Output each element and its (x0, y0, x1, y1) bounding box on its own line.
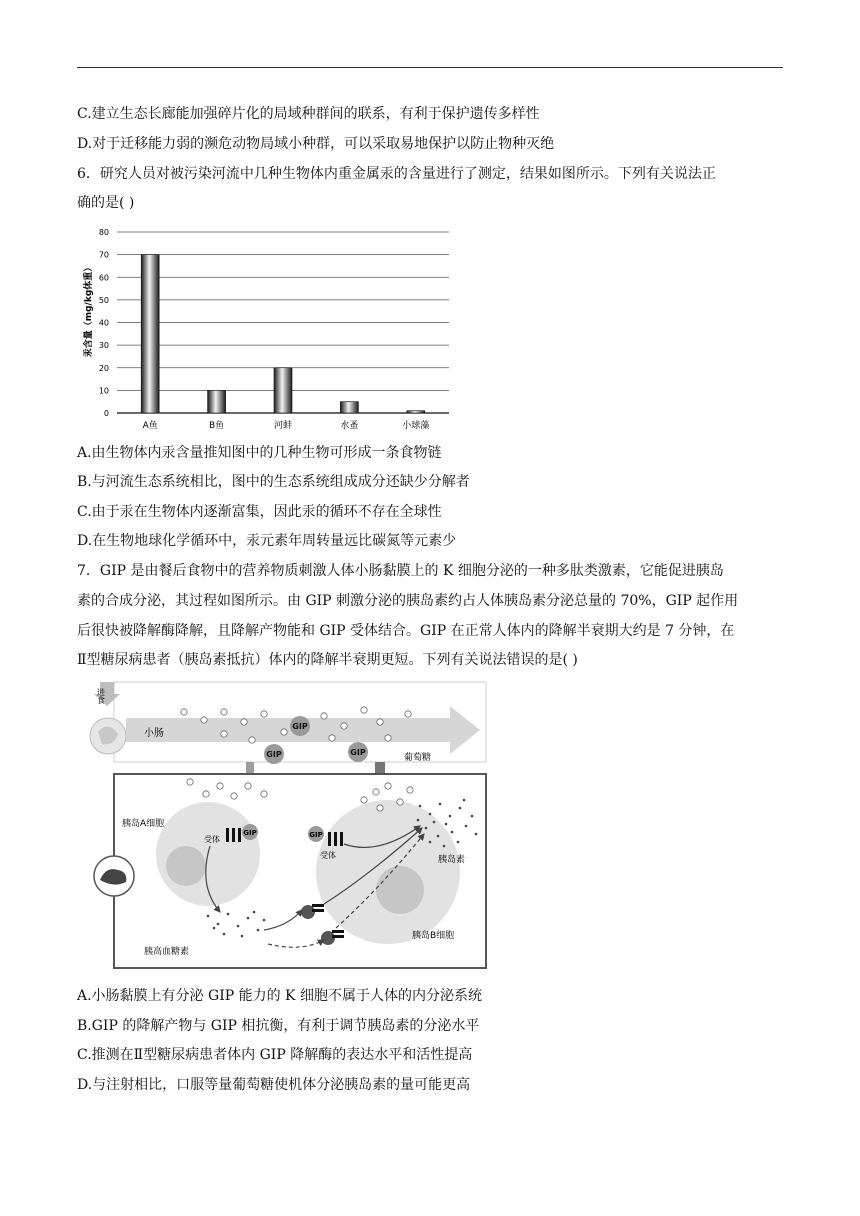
q7-option-a: A.小肠黏膜上有分泌 GIP 能力的 K 细胞不属于人体的内分泌系统 (77, 988, 482, 1004)
q7-option-c: C.推测在Ⅱ型糖尿病患者体内 GIP 降解酶的表达水平和活性提高 (77, 1047, 473, 1063)
q6-option-a: A.由生物体内汞含量推知图中的几种生物可形成一条食物链 (77, 445, 442, 461)
mercury-bar-chart (77, 222, 457, 440)
header-rule (77, 67, 783, 68)
chart-y-tick-label: 80 (98, 228, 109, 237)
chart-y-ticks (99, 228, 109, 418)
q6-stem-line2: 确的是( ) (77, 195, 135, 211)
gip-label-1: GIP (292, 722, 308, 731)
insulin-label: 胰岛素 (438, 855, 466, 865)
q6-stem-line1: 6．研究人员对被污染河流中几种生物体内重金属汞的含量进行了测定，结果如图所示。下列有关说法正 (77, 166, 716, 182)
beta-receptor-label: 受体 (320, 851, 336, 860)
q7-stem-line4: Ⅱ型糖尿病患者（胰岛素抵抗）体内的降解半衰期更短。下列有关说法错误的是( ) (77, 652, 578, 668)
q7-stem-line3: 后很快被降解酶降解，且降解产物能和 GIP 受体结合。GIP 在正常人体内的降解半衰期大约是 7 分钟，在 (77, 623, 735, 639)
alpha-receptor (226, 828, 241, 842)
beta-receptor (328, 832, 343, 846)
chart-bar (208, 390, 226, 413)
gip-on-beta-label: GIP (309, 831, 323, 839)
chart-y-tick-label: 20 (98, 363, 109, 373)
q6-option-c: C.由于汞在生物体内逐渐富集，因此汞的循环不存在全球性 (77, 504, 442, 520)
chart-x-tick-label: 水蚤 (340, 421, 359, 431)
chart-y-tick-label: 0 (103, 409, 109, 418)
beta-cell-label: 胰岛B细胞 (412, 931, 455, 941)
gip-on-alpha-label: GIP (243, 829, 257, 837)
chart-bar (274, 368, 292, 413)
gip-label-3: GIP (350, 748, 366, 757)
chart-y-tick-label: 10 (98, 386, 109, 396)
chart-bars (141, 255, 425, 413)
chart-y-axis-label: 汞含量（mg/kg体重） (84, 262, 94, 358)
chart-y-tick-label: 50 (98, 295, 109, 305)
gip-insulin-diagram (88, 676, 490, 972)
small-intestine-label: 小肠 (144, 728, 164, 739)
q6-option-b: B.与河流生态系统相比，图中的生态系统组成成分还缺少分解者 (77, 474, 470, 490)
intake-label: 进食 (96, 688, 106, 704)
q7-stem-line1: 7．GIP 是由餐后食物中的营养物质刺激人体小肠黏膜上的 K 细胞分泌的一种多肽类激素，它能促进胰岛 (77, 563, 724, 579)
q5-option-c: C.建立生态长廊能加强碎片化的局域种群间的联系，有利于保护遗传多样性 (77, 106, 540, 122)
glucose-label: 葡萄糖 (404, 753, 432, 763)
chart-y-tick-label: 60 (98, 273, 109, 283)
chart-bar (340, 402, 358, 413)
chart-x-tick-label: B鱼 (209, 421, 225, 431)
chart-x-labels (143, 419, 430, 431)
beta-cell-nucleus (376, 866, 424, 914)
q7-stem-line2: 素的合成分泌，其过程如图所示。由 GIP 刺激分泌的胰岛素约占人体胰岛素分泌总量的 70%，GIP 起作用 (77, 593, 739, 609)
glucagon-label: 胰高血糖素 (144, 947, 190, 957)
chart-bar (407, 411, 425, 413)
chart-y-tick-label: 40 (98, 318, 109, 328)
alpha-cell-nucleus (166, 846, 206, 886)
chart-x-tick-label: 河蚌 (273, 421, 293, 431)
q7-option-d: D.与注射相比，口服等量葡萄糖使机体分泌胰岛素的量可能更高 (77, 1077, 471, 1093)
q6-option-d: D.在生物地球化学循环中，汞元素年周转量远比碳氮等元素少 (77, 533, 457, 549)
chart-x-tick-label: 小球藻 (402, 421, 430, 431)
alpha-cell-label: 胰岛A细胞 (122, 819, 165, 829)
gip-label-2: GIP (266, 750, 282, 759)
chart-x-tick-label: A鱼 (142, 421, 158, 431)
q5-option-d: D.对于迁移能力弱的濒危动物局域小种群，可以采取易地保护以防止物种灭绝 (77, 136, 555, 152)
q7-option-b: B.GIP 的降解产物与 GIP 相抗衡，有利于调节胰岛素的分泌水平 (77, 1018, 480, 1034)
chart-y-tick-label: 70 (98, 250, 109, 260)
chart-y-tick-label: 30 (98, 341, 109, 351)
alpha-receptor-label: 受体 (204, 835, 220, 844)
chart-bar (141, 255, 159, 413)
